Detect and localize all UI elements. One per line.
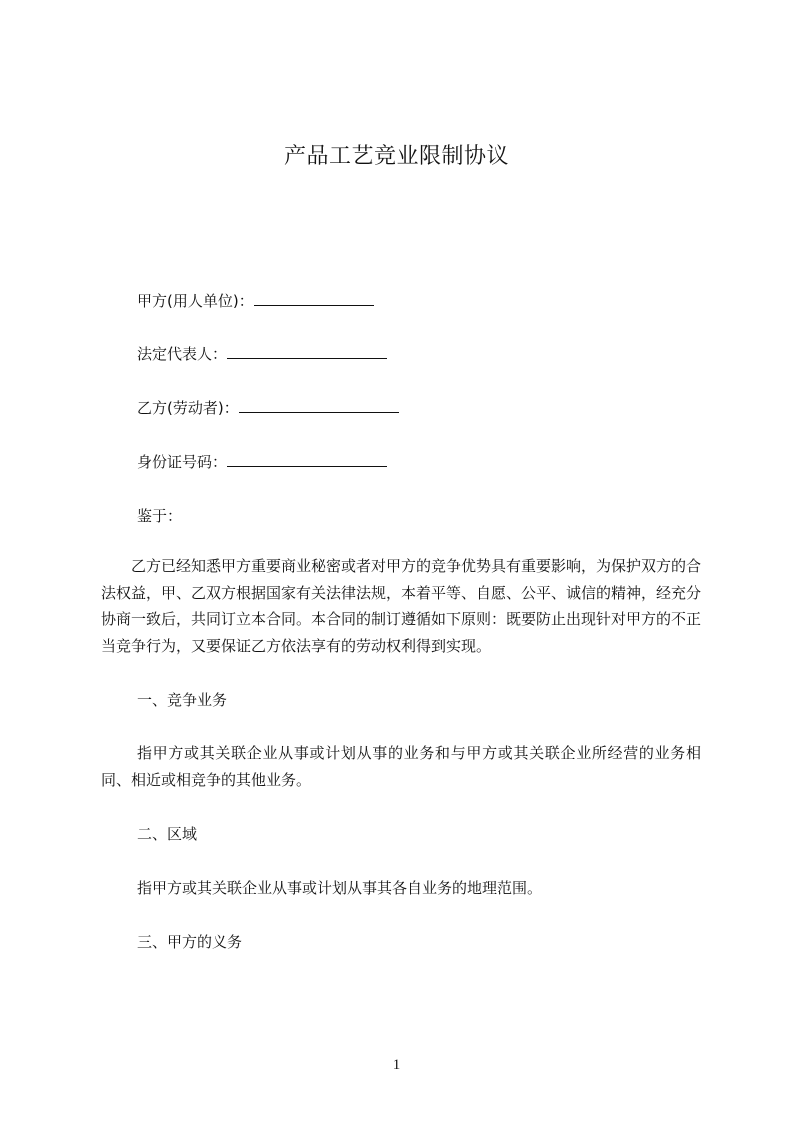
party-a-label: 甲方(用人单位)： [137, 292, 254, 310]
preamble-paragraph: 乙方已经知悉甲方重要商业秘密或者对甲方的竞争优势具有重要影响，为保护双方的合法权益，甲、乙双方根据国家有关法律法规，本着平等、自愿、公平、诚信的精神，经充分协商一致后，共同订立本合同。本合同的制订遵循如下原则：既要防止出现针对甲方的不正当竞争行为，又要保证乙方依法享有的劳动权利得到实现。 [101, 557, 702, 655]
party-a-field [137, 290, 374, 312]
id-number-field [137, 451, 387, 473]
section-1-heading: 一、竞争业务 [137, 691, 228, 709]
section-2-heading: 二、区域 [137, 825, 198, 843]
legal-representative-field [137, 343, 387, 365]
page-number: 1 [392, 1057, 401, 1073]
section-1-body: 指甲方或其关联企业从事或计划从事的业务和与甲方或其关联企业所经营的业务相同、相近或相竞争的其他业务。 [101, 744, 701, 789]
party-b-blank[interactable] [239, 398, 399, 413]
document-title: 产品工艺竞业限制协议 [283, 144, 509, 169]
section-3-heading: 三、甲方的义务 [137, 933, 243, 951]
legal-representative-blank[interactable] [227, 344, 387, 359]
party-b-label: 乙方(劳动者)： [137, 399, 239, 417]
legal-representative-label: 法定代表人： [137, 345, 228, 363]
party-a-blank[interactable] [254, 291, 374, 306]
whereas-label: 鉴于： [137, 507, 183, 525]
section-2-body: 指甲方或其关联企业从事或计划从事其各自业务的地理范围。 [137, 879, 543, 897]
party-b-field [137, 397, 399, 419]
id-number-blank[interactable] [227, 452, 387, 467]
id-number-label: 身份证号码： [137, 453, 228, 471]
